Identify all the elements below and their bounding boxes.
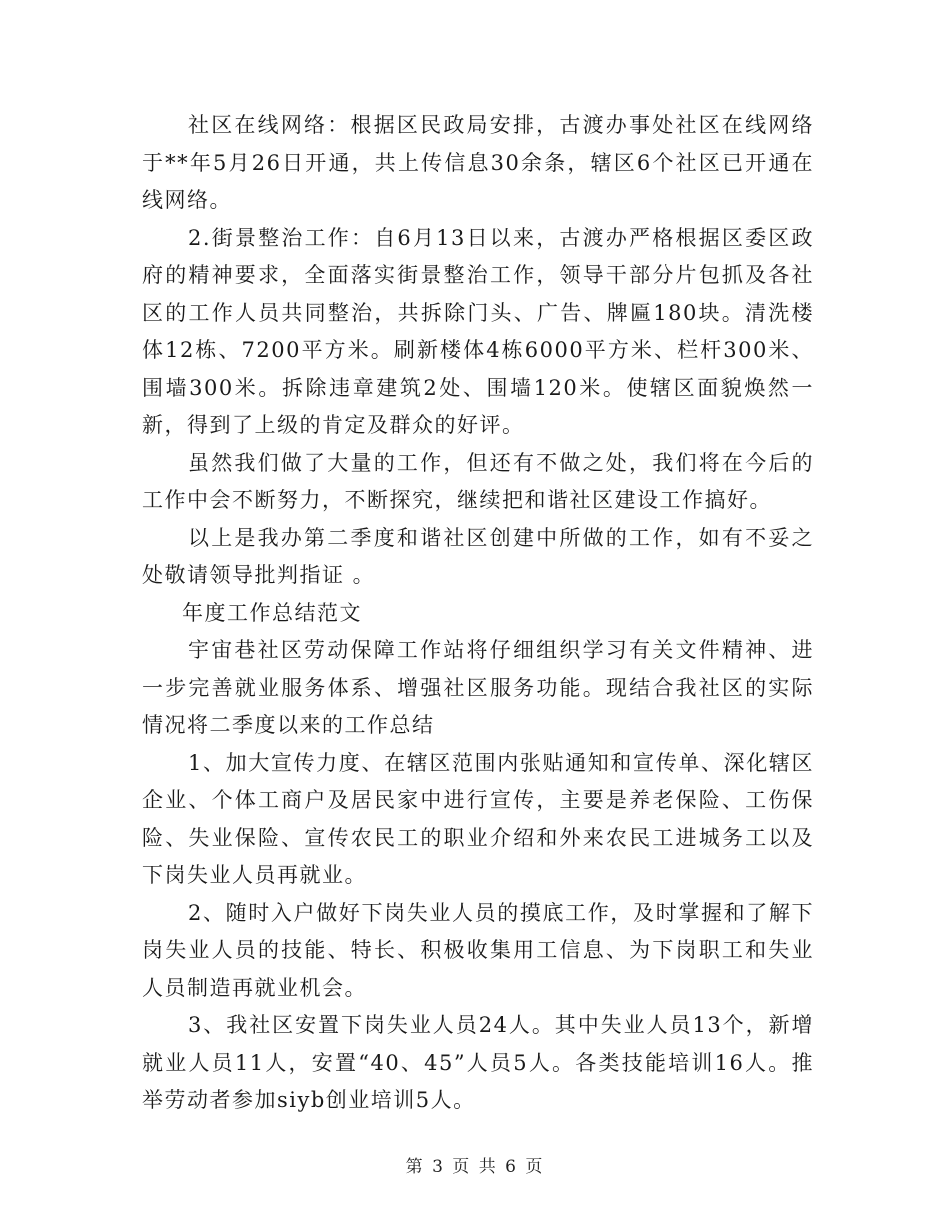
page-number-footer: 第 3 页 共 6 页 [405, 1157, 545, 1177]
paragraph-community-online-network: 社区在线网络：根据区民政局安排，古渡办事处社区在线网络于**年5月26日开通，共上传信息30余条，辖区6个社区已开通在线网络。 [142, 113, 814, 212]
section-heading: 年度工作总结范文 [182, 600, 362, 625]
paragraph-closing-remarks: 以上是我办第二季度和谐社区创建中所做的工作，如有不妥之处敬请领导批判指证 。 [142, 525, 814, 587]
paragraph-introduction: 宇宙巷社区劳动保障工作站将仔细组织学习有关文件精神、进一步完善就业服务体系、增强社区服务功能。现结合我社区的实际情况将二季度以来的工作总结 [142, 638, 814, 737]
paragraph-shortcomings: 虽然我们做了大量的工作，但还有不做之处，我们将在今后的工作中会不断努力，不断探究，继续把和谐社区建设工作搞好。 [142, 450, 814, 512]
paragraph-item-3: 3、我社区安置下岗失业人员24人。其中失业人员13个，新增就业人员11人，安置“40、45”人员5人。各类技能培训16人。推举劳动者参加siyb创业培训5人。 [142, 1013, 814, 1112]
paragraph-item-2: 2、随时入户做好下岗失业人员的摸底工作，及时掌握和了解下岗失业人员的技能、特长、积极收集用工信息、为下岗职工和失业人员制造再就业机会。 [142, 900, 814, 1000]
paragraph-streetscape-rectification: 2.街景整治工作：自6月13日以来，古渡办严格根据区委区政府的精神要求，全面落实街景整治工作，领导干部分片包抓及各社区的工作人员共同整治，共拆除门头、广告、牌匾180块。清洗楼体12栋、7200平方米。刷新楼体4栋6000平方米、栏杆300米、围墙300米。拆除违章建筑2处、围墙120米。使辖区面貌焕然一新，得到了上级的肯定及群众的好评。 [142, 225, 814, 437]
document-body [142, 107, 814, 1120]
paragraph-item-1: 1、加大宣传力度、在辖区范围内张贴通知和宣传单、深化辖区企业、个体工商户及居民家中进行宣传，主要是养老保险、工伤保险、失业保险、宣传农民工的职业介绍和外来农民工进城务工以及下岗失业人员再就业。 [142, 750, 814, 887]
